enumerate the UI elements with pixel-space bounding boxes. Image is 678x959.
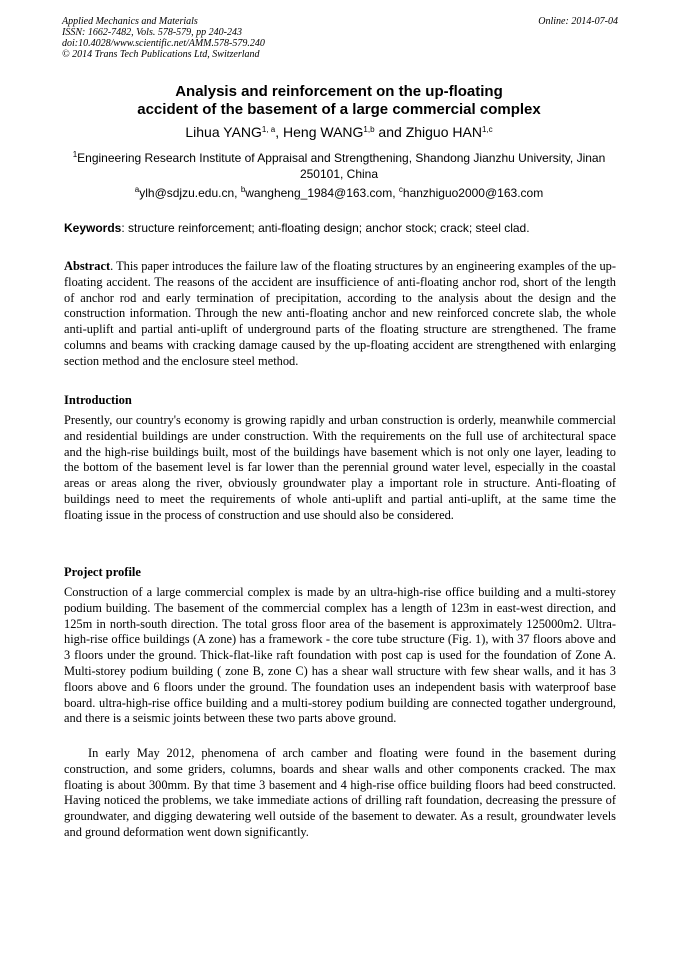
journal-copyright: © 2014 Trans Tech Publications Ltd, Switzerland bbox=[62, 49, 260, 60]
affiliation bbox=[68, 150, 610, 182]
abstract bbox=[64, 259, 616, 370]
section-heading-introduction: Introduction bbox=[64, 393, 132, 407]
email-superscript: c bbox=[398, 185, 403, 194]
author-name: Heng WANG bbox=[283, 124, 364, 140]
email-superscript: a bbox=[134, 185, 140, 194]
author-list bbox=[40, 123, 638, 141]
author-separator: , bbox=[275, 124, 284, 140]
title-line-2: accident of the basement of a large commercial complex bbox=[137, 101, 541, 118]
author-superscript: 1,c bbox=[481, 125, 493, 134]
author-name: Zhiguo HAN bbox=[405, 124, 482, 140]
project-paragraph-2: In early May 2012, phenomena of arch camber and floating were found in the basement during construction, and some griders, columns, boards and shear walls and other components cracked. The max floating is about 300mm. By that time 3 basement and 4 high-rise office building floors had beed constructed. Having noticed the problems, we take immediate actions of drilling raft foundation, decreasing the pressure of groundwater, and digging dewatering well outside of the basement to dewater. As a result, groundwater levels and ground deformation went down significantly. bbox=[64, 746, 616, 839]
abstract-label: Abstract bbox=[64, 259, 111, 273]
email-separator: , bbox=[392, 186, 399, 200]
email-separator: , bbox=[234, 186, 241, 200]
project-paragraph-1: Construction of a large commercial complex is made by an ultra-high-rise office building and a multi-storey podium building. The basement of the commercial complex has a length of 123m in east-west direction, and 125m in north-south direction. The total gross floor area of the basement is approximately 125000m2. Ultra-high-rise office buildings (A zone) has a framework - the core tube structure (Fig. 1), with 37 floors above and 3 floors under the ground. Thick-flat-like raft foundation with post cap is used for the foundation of Zone A. Multi-storey podium building ( zone B, zone C) has a shear wall structure with few shear walls, and it has 3 floors above and 6 floors under the ground. The foundation uses an independent basis with waterproof base board. ultra-high-rise office building and a multi-storey podium building are connected togather underground, and there is a seismic joints between these two parts above ground. bbox=[64, 585, 616, 726]
paper-title bbox=[40, 83, 638, 119]
online-date: Online: 2014-07-04 bbox=[538, 16, 618, 27]
email-link[interactable]: wangheng_1984@163.com bbox=[245, 186, 393, 200]
keywords-label: Keywords bbox=[64, 221, 122, 235]
author-superscript: 1,b bbox=[363, 125, 375, 134]
journal-doi: doi:10.4028/www.scientific.net/AMM.578-579.240 bbox=[62, 38, 265, 49]
title-line-1: Analysis and reinforcement on the up-floating bbox=[175, 83, 503, 100]
affiliation-superscript: 1 bbox=[72, 150, 78, 159]
journal-header bbox=[62, 16, 618, 60]
introduction-paragraph: Presently, our country's economy is growing rapidly and urban construction is orderly, meanwhile commercial and residential buildings are under construction. With the requirements on the full use of architectural space and the high-rise buildings built, most of the buildings have basement which is not only one layer, leading to the bottom of the basement level is far lower than the perennial ground water level, especially in the coastal areas or areas along the river, obviously groundwater play a important role in structure. Anti-floating of buildings need to meet the requirements of whole anti-uplift and partial anti-uplift, at the same time the floating issue in the process of construction and use should also be considered. bbox=[64, 413, 616, 522]
abstract-text: . This paper introduces the failure law of the floating structures by an engineering examples of the up-floating accident. The reasons of the accident are insufficience of anti-floating anchor rod, short of the length of anchor rod and early termination of precipitation, according to the analysis about the design and the construction information. Through the new anti-floating anchor and new reinforced concrete slab, the whole anti-uplift and partial anti-uplift of underground parts of the floating structure are strengthened. The frame columns and beams with cracking damage caused by the up-floating accident are strengthened with enlarging section method and the enclosure steel method. bbox=[64, 259, 616, 368]
journal-name: Applied Mechanics and Materials bbox=[62, 16, 198, 27]
keywords-text: : structure reinforcement; anti-floating design; anchor stock; crack; steel clad. bbox=[121, 221, 530, 235]
author-separator: and bbox=[374, 124, 406, 140]
email-link[interactable]: ylh@sdjzu.edu.cn bbox=[139, 186, 235, 200]
email-superscript: b bbox=[240, 185, 246, 194]
author-superscript: 1, a bbox=[261, 125, 276, 134]
keywords bbox=[64, 220, 620, 236]
affiliation-text: Engineering Research Institute of Appraisal and Strengthening, Shandong Jianzhu University, Jinan 250101, China bbox=[77, 151, 606, 181]
author-emails bbox=[40, 185, 638, 201]
section-heading-project-profile: Project profile bbox=[64, 565, 141, 579]
journal-issn: ISSN: 1662-7482, Vols. 578-579, pp 240-243 bbox=[62, 27, 242, 38]
email-link[interactable]: hanzhiguo2000@163.com bbox=[402, 186, 544, 200]
author-name: Lihua YANG bbox=[185, 124, 262, 140]
